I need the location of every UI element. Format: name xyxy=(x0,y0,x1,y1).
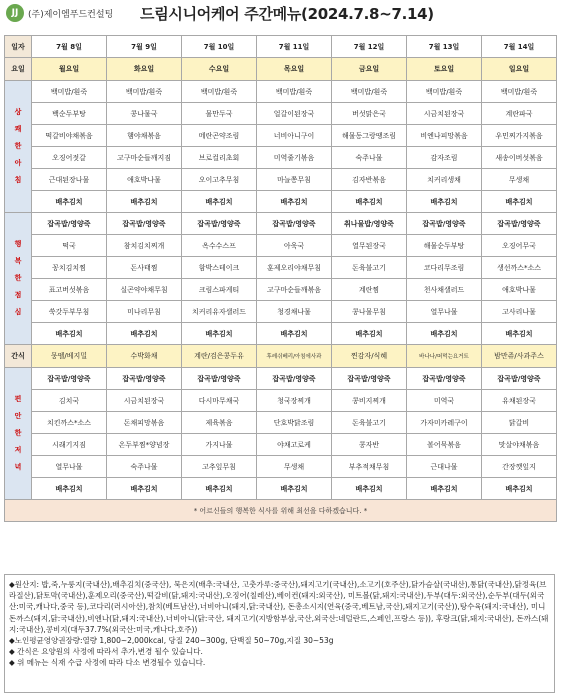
snack-item: 바나나/떠먹는요거트 xyxy=(407,345,482,368)
company-logo-icon: JJ xyxy=(6,4,24,22)
breakfast-dish: 마늘쫑무침 xyxy=(257,169,332,191)
lunch-dish: 함박스테이크 xyxy=(182,257,257,279)
dinner-row xyxy=(5,456,557,478)
breakfast-dish: 숙주나물 xyxy=(332,147,407,169)
notice-text: * 어르신들의 행복한 식사를 위해 최선을 다하겠습니다. * xyxy=(5,500,557,522)
dinner-dish: 고추잎무침 xyxy=(182,456,257,478)
breakfast-dish: 백미밥/흰죽 xyxy=(332,81,407,103)
lunch-dish: 생선까스*소스 xyxy=(482,257,557,279)
dinner-dish: 치킨까스*소스 xyxy=(32,412,107,434)
dinner-dish: 김치국 xyxy=(32,390,107,412)
lunch-dish: 잡곡밥/영양죽 xyxy=(107,213,182,235)
dinner-dish: 잡곡밥/영양죽 xyxy=(32,368,107,390)
dinner-dish: 콩자반 xyxy=(332,434,407,456)
lunch-dish: 잡곡밥/영양죽 xyxy=(32,213,107,235)
date-cell: 7월 10일 xyxy=(182,36,257,58)
dinner-dish: 미역국 xyxy=(407,390,482,412)
lunch-dish: 배추김치 xyxy=(182,323,257,345)
lunch-dish: 고구마순들깨볶음 xyxy=(257,279,332,301)
page-title: 드림시니어케어 주간메뉴(2024.7.8~7.14) xyxy=(140,5,434,23)
breakfast-dish: 떡갈비야채볶음 xyxy=(32,125,107,147)
breakfast-dish: 배추김치 xyxy=(332,191,407,213)
breakfast-dish: 백미밥/흰죽 xyxy=(482,81,557,103)
weekday-cell: 수요일 xyxy=(182,58,257,81)
breakfast-dish: 오징어젓갈 xyxy=(32,147,107,169)
breakfast-row xyxy=(5,125,557,147)
breakfast-row xyxy=(5,81,557,103)
breakfast-dish: 미역줄기볶음 xyxy=(257,147,332,169)
date-label: 일자 xyxy=(5,36,32,58)
weekday-label: 요일 xyxy=(5,58,32,81)
dinner-dish: 시래기지짐 xyxy=(32,434,107,456)
breakfast-dish: 배추김치 xyxy=(482,191,557,213)
lunch-row xyxy=(5,213,557,235)
footer-notes xyxy=(4,574,555,693)
breakfast-dish: 백미밥/흰죽 xyxy=(407,81,482,103)
breakfast-dish: 백미밥/흰죽 xyxy=(107,81,182,103)
dinner-dish: 부추적채무침 xyxy=(332,456,407,478)
dinner-dish: 다시마무채국 xyxy=(182,390,257,412)
dinner-dish: 배추김치 xyxy=(32,478,107,500)
dinner-dish: 돈육불고기 xyxy=(332,412,407,434)
dinner-dish: 잡곡밥/영양죽 xyxy=(407,368,482,390)
dinner-dish: 제육볶음 xyxy=(182,412,257,434)
snack-item: 찐감자/식혜 xyxy=(332,345,407,368)
company-name: (주)제이엠푸드컨설팅 xyxy=(28,10,114,20)
dinner-dish: 단호박닭조림 xyxy=(257,412,332,434)
dinner-dish: 배추김치 xyxy=(332,478,407,500)
breakfast-dish: 물만두국 xyxy=(182,103,257,125)
lunch-dish: 계란찜 xyxy=(332,279,407,301)
lunch-dish: 콩나물무침 xyxy=(332,301,407,323)
breakfast-dish: 너비아니구이 xyxy=(257,125,332,147)
lunch-row xyxy=(5,235,557,257)
lunch-row xyxy=(5,257,557,279)
dinner-dish: 시금치된장국 xyxy=(107,390,182,412)
breakfast-dish: 감자조림 xyxy=(407,147,482,169)
lunch-dish: 배추김치 xyxy=(257,323,332,345)
breakfast-dish: 햄야채볶음 xyxy=(107,125,182,147)
breakfast-dish: 무생채 xyxy=(482,169,557,191)
lunch-dish: 청경채나물 xyxy=(257,301,332,323)
weekday-cell: 목요일 xyxy=(257,58,332,81)
dinner-dish: 볼어묵볶음 xyxy=(407,434,482,456)
breakfast-dish: 콩나물국 xyxy=(107,103,182,125)
lunch-dish: 취나물밥/영양죽 xyxy=(332,213,407,235)
dinner-row xyxy=(5,368,557,390)
date-cell: 7월 8일 xyxy=(32,36,107,58)
lunch-dish: 배추김치 xyxy=(332,323,407,345)
lunch-dish: 열무나물 xyxy=(407,301,482,323)
breakfast-dish: 얼갈이된장국 xyxy=(257,103,332,125)
lunch-row xyxy=(5,323,557,345)
breakfast-dish: 배추김치 xyxy=(407,191,482,213)
dinner-dish: 배추김치 xyxy=(407,478,482,500)
lunch-dish: 코다리무조림 xyxy=(407,257,482,279)
breakfast-dish: 배추김치 xyxy=(257,191,332,213)
breakfast-dish: 백미밥/흰죽 xyxy=(182,81,257,103)
breakfast-dish: 김자반볶음 xyxy=(332,169,407,191)
dinner-dish: 무생채 xyxy=(257,456,332,478)
date-cell: 7월 11일 xyxy=(257,36,332,58)
weekday-cell: 월요일 xyxy=(32,58,107,81)
breakfast-dish: 비엔나피망볶음 xyxy=(407,125,482,147)
dinner-label: 편 안 한 저 녁 xyxy=(5,368,32,500)
lunch-dish: 쑥갓두부무침 xyxy=(32,301,107,323)
weekday-row xyxy=(5,58,557,81)
date-cell: 7월 13일 xyxy=(407,36,482,58)
breakfast-dish: 배추김치 xyxy=(182,191,257,213)
dinner-dish: 맛살야채볶음 xyxy=(482,434,557,456)
lunch-dish: 배추김치 xyxy=(482,323,557,345)
weekly-menu-table xyxy=(4,35,557,522)
dinner-row xyxy=(5,390,557,412)
lunch-dish: 잡곡밥/영양죽 xyxy=(257,213,332,235)
breakfast-dish: 우민찌가지볶음 xyxy=(482,125,557,147)
lunch-dish: 떡국 xyxy=(32,235,107,257)
breakfast-dish: 고구마순들깨지짐 xyxy=(107,147,182,169)
dinner-dish: 배추김치 xyxy=(482,478,557,500)
lunch-dish: 아욱국 xyxy=(257,235,332,257)
snack-label: 간식 xyxy=(5,345,32,368)
breakfast-dish: 버섯맑은국 xyxy=(332,103,407,125)
date-cell: 7월 14일 xyxy=(482,36,557,58)
lunch-dish: 돈육불고기 xyxy=(332,257,407,279)
lunch-dish: 꽁치김치찜 xyxy=(32,257,107,279)
snack-note: ◆ 간식은 요양원의 사정에 따라서 추가,변경 될수 있습니다. xyxy=(9,647,203,657)
dinner-dish: 배추김치 xyxy=(107,478,182,500)
breakfast-dish: 계란파국 xyxy=(482,103,557,125)
dinner-dish: 잡곡밥/영양죽 xyxy=(107,368,182,390)
snack-row xyxy=(5,345,557,368)
dinner-dish: 간장깻잎지 xyxy=(482,456,557,478)
dinner-row xyxy=(5,434,557,456)
dinner-row xyxy=(5,412,557,434)
dinner-dish: 청국장찌개 xyxy=(257,390,332,412)
lunch-label: 행 복 한 점 심 xyxy=(5,213,32,345)
weekday-cell: 화요일 xyxy=(107,58,182,81)
lunch-dish: 열무된장국 xyxy=(332,235,407,257)
lunch-dish: 치커리유자샐러드 xyxy=(182,301,257,323)
weekday-cell: 금요일 xyxy=(332,58,407,81)
breakfast-dish: 근대된장나물 xyxy=(32,169,107,191)
breakfast-dish: 브로컬리초회 xyxy=(182,147,257,169)
breakfast-row xyxy=(5,191,557,213)
breakfast-dish: 메란곤약조림 xyxy=(182,125,257,147)
lunch-dish: 배추김치 xyxy=(407,323,482,345)
lunch-dish: 고사리나물 xyxy=(482,301,557,323)
breakfast-dish: 치커리생채 xyxy=(407,169,482,191)
dinner-dish: 가지나물 xyxy=(182,434,257,456)
breakfast-dish: 시금치된장국 xyxy=(407,103,482,125)
breakfast-dish: 새송이버섯볶음 xyxy=(482,147,557,169)
lunch-dish: 표고버섯볶음 xyxy=(32,279,107,301)
dinner-dish: 잡곡밥/영양죽 xyxy=(257,368,332,390)
lunch-dish: 잡곡밥/영양죽 xyxy=(407,213,482,235)
date-cell: 7월 9일 xyxy=(107,36,182,58)
lunch-dish: 애호박나물 xyxy=(482,279,557,301)
dinner-dish: 숙주나물 xyxy=(107,456,182,478)
lunch-row xyxy=(5,301,557,323)
dinner-dish: 열무나물 xyxy=(32,456,107,478)
dinner-dish: 배추김치 xyxy=(182,478,257,500)
dinner-dish: 가자미카레구이 xyxy=(407,412,482,434)
origin-note: ◆원산지: 밥,죽,누룽지(국내산),배추김치(중국산), 묵은지(배추:국내산, 고춧가루:중국산),돼지고기(국내산),소고기(호주산),닭가슴살(국내산),통닭(국내산),닭정육(브라질산),닭토막(국내산),훈제오리(중국산),떡갈비(닭,돼지:국내산),오징어(칠레산),베이컨(돼지:외국산), 미트볼(닭,돼지:국내산),두부(대두:외국산),순두부(대두(외국산:미국,캐나다,중국 등),코다리(러시아산),참치(베트남산),너비아니(돼지,닭:국내산), 돈총소시지(연육(중국,베트남,국산),돼지고기(국산)),탕수육(돼지:국내산), 미니돈까스(돼지,닭:국내산),비엔나(닭,돼지:국내산),너비아니(닭:국산, 돼지고기(지방함부삼,국산,외국산:네덜란드,스페인,프랑스 등)), 후랑크(닭,돼지:국내산), 돈까스(돼지:국내산),콩비지(대두37.7%(외국산:미국,캐나다,호주)) xyxy=(9,580,549,634)
lunch-dish: 잡곡밥/영양죽 xyxy=(482,213,557,235)
breakfast-dish: 해물동그랑땡조림 xyxy=(332,125,407,147)
breakfast-dish: 오이고추무침 xyxy=(182,169,257,191)
dinner-dish: 배추김치 xyxy=(257,478,332,500)
dinner-dish: 닭갈비 xyxy=(482,412,557,434)
weekday-cell: 일요일 xyxy=(482,58,557,81)
snack-item: 밤만쥬/사과주스 xyxy=(482,345,557,368)
lunch-dish: 해물순두부탕 xyxy=(407,235,482,257)
breakfast-row xyxy=(5,103,557,125)
date-row xyxy=(5,36,557,58)
menu-change-note: ◆ 위 메뉴는 식재 수급 사정에 따라 다소 변경될수 있습니다. xyxy=(9,658,206,668)
breakfast-dish: 애호박나물 xyxy=(107,169,182,191)
dinner-dish: 유채된장국 xyxy=(482,390,557,412)
dinner-dish: 야채고로케 xyxy=(257,434,332,456)
breakfast-dish: 백미밥/흰죽 xyxy=(257,81,332,103)
breakfast-dish: 백순두부탕 xyxy=(32,103,107,125)
dinner-dish: 잡곡밥/영양죽 xyxy=(182,368,257,390)
snack-item: 후레쉬베리/아침에사과 xyxy=(257,345,332,368)
lunch-dish: 오징어무국 xyxy=(482,235,557,257)
breakfast-dish: 배추김치 xyxy=(107,191,182,213)
dinner-dish: 잡곡밥/영양죽 xyxy=(482,368,557,390)
lunch-dish: 실곤약야채무침 xyxy=(107,279,182,301)
dinner-dish: 온두부찜*양념장 xyxy=(107,434,182,456)
dinner-dish: 돈채피망볶음 xyxy=(107,412,182,434)
lunch-dish: 참치김치찌개 xyxy=(107,235,182,257)
breakfast-label: 상 쾌 한 아 침 xyxy=(5,81,32,213)
lunch-dish: 잡곡밥/영양죽 xyxy=(182,213,257,235)
page-header xyxy=(0,0,561,34)
breakfast-row xyxy=(5,147,557,169)
weekday-cell: 토요일 xyxy=(407,58,482,81)
lunch-dish: 옥수수스프 xyxy=(182,235,257,257)
lunch-dish: 천사채샐러드 xyxy=(407,279,482,301)
dinner-dish: 콩비지찌개 xyxy=(332,390,407,412)
notice-row xyxy=(5,500,557,522)
dinner-dish: 근대나물 xyxy=(407,456,482,478)
breakfast-dish: 백미밥/흰죽 xyxy=(32,81,107,103)
snack-item: 뭉뗄/베지밀 xyxy=(32,345,107,368)
breakfast-dish: 배추김치 xyxy=(32,191,107,213)
dinner-dish: 잡곡밥/영양죽 xyxy=(332,368,407,390)
lunch-dish: 돈사태찜 xyxy=(107,257,182,279)
menu-table-body xyxy=(5,36,557,522)
breakfast-row xyxy=(5,169,557,191)
lunch-dish: 미나리무침 xyxy=(107,301,182,323)
lunch-row xyxy=(5,279,557,301)
lunch-dish: 훈제오리야채무침 xyxy=(257,257,332,279)
lunch-dish: 배추김치 xyxy=(107,323,182,345)
snack-item: 수박화채 xyxy=(107,345,182,368)
dinner-row xyxy=(5,478,557,500)
nutrition-note: ◆노인평균영양권장량:열량 1,800~2,000kcal, 당질 240~300g, 단백질 50~70g,지질 30~53g xyxy=(9,636,334,646)
snack-item: 계란/검은콩두유 xyxy=(182,345,257,368)
lunch-dish: 배추김치 xyxy=(32,323,107,345)
date-cell: 7월 12일 xyxy=(332,36,407,58)
lunch-dish: 크림스파게티 xyxy=(182,279,257,301)
